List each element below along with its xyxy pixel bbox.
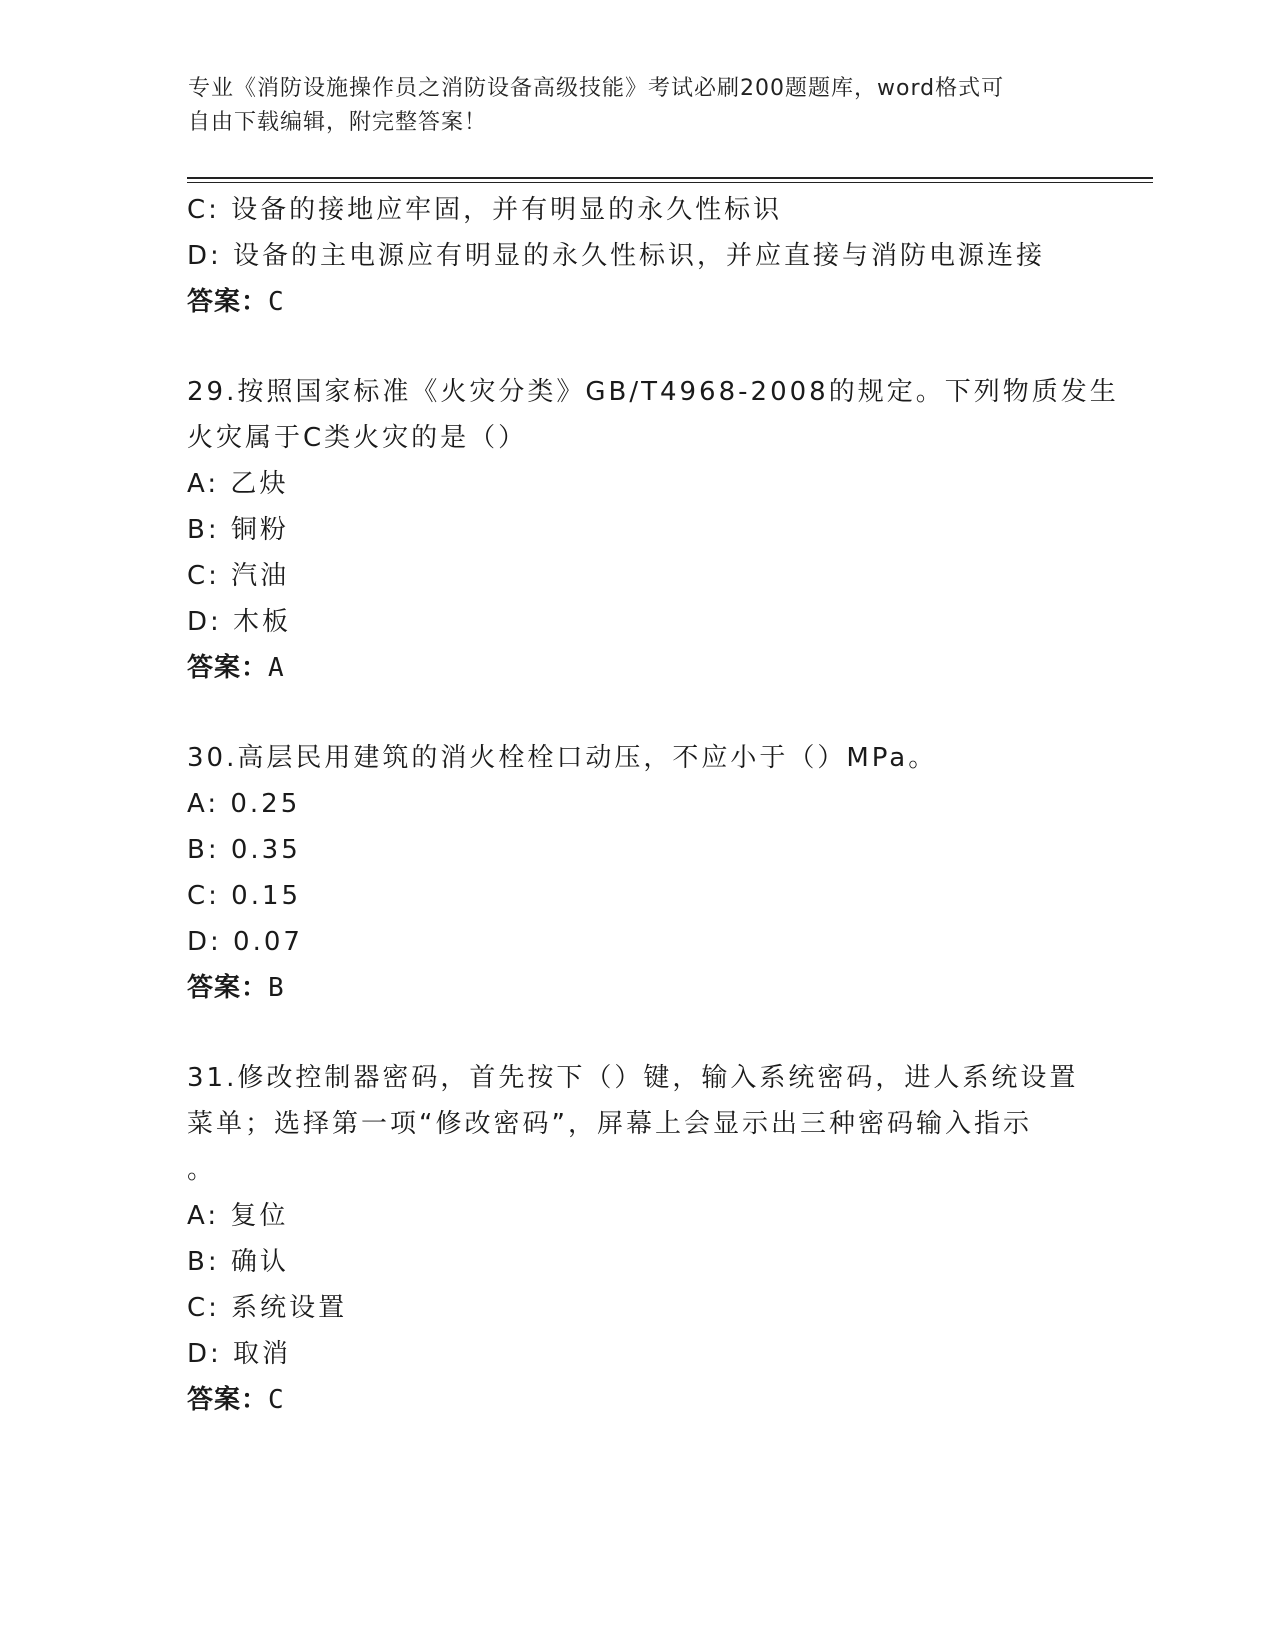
- answer-label: 答案：: [187, 653, 269, 683]
- answer-label: 答案：: [187, 973, 269, 1003]
- question-stem-line: 29.按照国家标准《火灾分类》GB/T4968-2008的规定。下列物质发生: [187, 377, 1119, 407]
- option-b: B: 确认: [187, 1247, 289, 1277]
- option-c: C: 系统设置: [187, 1293, 348, 1323]
- answer-value: A: [268, 653, 287, 683]
- option-d: D: 0.07: [187, 927, 303, 957]
- header-divider-thick: [187, 177, 1153, 179]
- option-c: C: 设备的接地应牢固，并有明显的永久性标识: [187, 195, 783, 225]
- answer-value: B: [268, 973, 287, 1003]
- document-header: [188, 72, 1078, 140]
- previous-question-tail: [187, 187, 1087, 325]
- question-stem-line: 31.修改控制器密码，首先按下（）键，输入系统密码，进人系统设置: [187, 1063, 1079, 1093]
- question-stem-line: 30.高层民用建筑的消火栓栓口动压，不应小于（）MPa。: [187, 743, 938, 773]
- answer-line: [187, 279, 1087, 325]
- option-a: A: 复位: [187, 1201, 289, 1231]
- question-30: [187, 735, 1087, 1011]
- question-stem-line: 火灾属于C类火灾的是（）: [187, 423, 528, 453]
- question-29: [187, 369, 1119, 691]
- question-list: [187, 187, 1119, 1423]
- question-stem-line: 菜单；选择第一项“修改密码”，屏幕上会显示出三种密码输入指示: [187, 1109, 1032, 1139]
- option-d: D: 取消: [187, 1339, 292, 1369]
- option-a: A: 乙炔: [187, 469, 289, 499]
- option-b: B: 铜粉: [187, 515, 289, 545]
- answer-line: [187, 1377, 1087, 1423]
- answer-label: 答案：: [187, 287, 269, 317]
- header-line-2: 自由下载编辑，附完整答案！: [188, 110, 488, 135]
- header-line-1: 专业《消防设施操作员之消防设备高级技能》考试必刷200题题库，word格式可: [188, 76, 1005, 101]
- answer-value: C: [268, 1385, 287, 1415]
- header-divider-thin: [187, 182, 1153, 183]
- question-31: [187, 1055, 1087, 1423]
- option-c: C: 汽油: [187, 561, 290, 591]
- answer-line: [187, 645, 1087, 691]
- question-stem-line: 。: [187, 1155, 217, 1185]
- answer-value: C: [268, 287, 287, 317]
- option-c: C: 0.15: [187, 881, 302, 911]
- answer-line: [187, 965, 1087, 1011]
- option-d: D: 设备的主电源应有明显的永久性标识，并应直接与消防电源连接: [187, 241, 1046, 271]
- option-a: A: 0.25: [187, 789, 301, 819]
- option-d: D: 木板: [187, 607, 292, 637]
- answer-label: 答案：: [187, 1385, 269, 1415]
- option-b: B: 0.35: [187, 835, 301, 865]
